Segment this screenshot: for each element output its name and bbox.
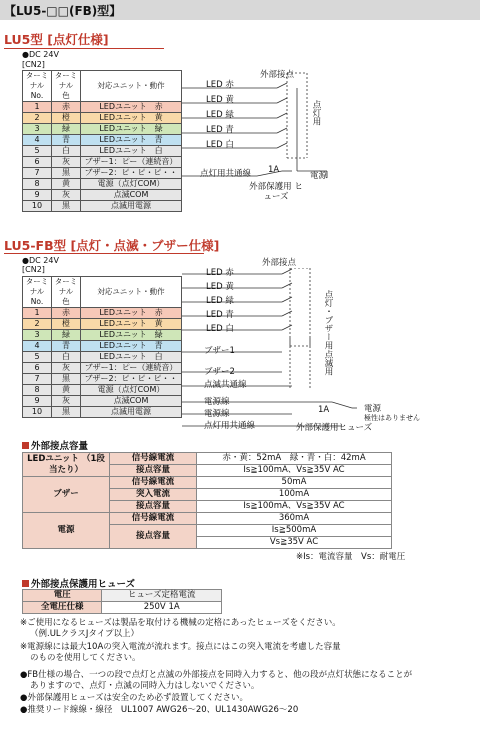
lu5-dc: ●DC 24V — [22, 50, 59, 59]
wire-label: LED 赤 — [206, 268, 234, 278]
terminal-row — [23, 385, 182, 396]
terminal-no: 7 — [23, 374, 52, 385]
terminal-no: 3 — [23, 124, 52, 135]
fuse-h2: ヒューズ定格電流 — [102, 590, 222, 602]
col-unit: 対応ユニット・動作 — [81, 277, 182, 308]
terminal-color: 白 — [52, 352, 81, 363]
fuse-h1: 電圧 — [23, 590, 102, 602]
lu5-power: 電源 — [310, 171, 328, 181]
terminal-color: 赤 — [52, 102, 81, 113]
col-terminal: ターミナル No. — [23, 71, 52, 102]
terminal-no: 9 — [23, 190, 52, 201]
wire-line — [282, 283, 292, 288]
terminal-color: 黄 — [52, 179, 81, 190]
col-terminal: ターミナル No. — [23, 277, 52, 308]
terminal-color: 緑 — [52, 124, 81, 135]
lu5-ext-contact: 外部接点 — [260, 70, 295, 80]
lu5-fuse-label: 外部保護用 ヒューズ — [249, 182, 303, 202]
spec-k0: 信号線電流 — [110, 453, 197, 465]
fb-power-line2: 電源線 — [204, 409, 230, 419]
wire-line — [277, 143, 287, 148]
terminal-color: 青 — [52, 341, 81, 352]
terminal-unit: 電源（点灯COM） — [81, 179, 182, 190]
spec-v2: 50mA — [197, 477, 392, 489]
wire-label: LED 赤 — [206, 80, 234, 90]
spec-k6: 接点容量 — [110, 525, 197, 549]
terminal-row — [23, 407, 182, 418]
wire-line — [282, 269, 292, 274]
wire-line — [277, 83, 287, 88]
fb-dc: ●DC 24V — [22, 256, 59, 265]
terminal-no: 1 — [23, 308, 52, 319]
fb-common: 点灯用共通線 — [204, 421, 256, 431]
terminal-unit: ブザー1：ピー（連続音） — [81, 157, 182, 168]
terminal-no: 9 — [23, 396, 52, 407]
fb-fuse-a: 1A — [318, 405, 330, 415]
terminal-no: 2 — [23, 113, 52, 124]
terminal-color: 橙 — [52, 113, 81, 124]
terminal-unit: LEDユニット 赤 — [81, 308, 182, 319]
note-0: ※ご使用になるヒューズは製品を取付ける機械の定格にあったヒューズをください。 — [20, 618, 341, 628]
fb-cn: [CN2] — [22, 265, 45, 274]
terminal-no: 5 — [23, 146, 52, 157]
page-title: 【LU5-□□(FB)型】 — [4, 4, 122, 18]
wire-label: LED 緑 — [206, 110, 234, 120]
spec-buzzer-label: ブザー — [23, 477, 110, 513]
terminal-row — [23, 168, 182, 179]
fb-light-buzzer: 点灯・ブザー用 — [323, 290, 333, 350]
fb-title: LU5-FB型 [点灯・点滅・ブザー仕様] — [4, 238, 220, 253]
terminal-row — [23, 179, 182, 190]
fb-title-rule — [4, 253, 204, 254]
terminal-color: 灰 — [52, 363, 81, 374]
terminal-color: 灰 — [52, 396, 81, 407]
col-color: ターミナル 色 — [52, 277, 81, 308]
terminal-color: 橙 — [52, 319, 81, 330]
terminal-color: 黒 — [52, 374, 81, 385]
terminal-unit: LEDユニット 白 — [81, 352, 182, 363]
terminal-row — [23, 352, 182, 363]
terminal-no: 4 — [23, 341, 52, 352]
wire-label: LED 黄 — [206, 282, 234, 292]
terminal-unit: LEDユニット 赤 — [81, 102, 182, 113]
wire-label: LED 青 — [206, 310, 234, 320]
spec-note: ※Is：電流容量 Vs：耐電圧 — [296, 552, 406, 562]
terminal-unit: 点滅用電源 — [81, 201, 182, 212]
section-bullet-icon — [22, 442, 29, 449]
spec-v0: 赤・黄：52mA 緑・青・白：42mA — [197, 453, 392, 465]
lu5-title: LU5型 [点灯仕様] — [4, 32, 109, 47]
terminal-row — [23, 330, 182, 341]
terminal-row — [23, 146, 182, 157]
wire-label: LED 白 — [206, 324, 234, 334]
terminal-row — [23, 201, 182, 212]
fb-terminal-table — [22, 276, 182, 418]
terminal-color: 灰 — [52, 190, 81, 201]
wire-line — [282, 297, 292, 302]
terminal-no: 7 — [23, 168, 52, 179]
terminal-row — [23, 374, 182, 385]
col-color: ターミナル 色 — [52, 71, 81, 102]
spec-k3: 突入電流 — [110, 489, 197, 501]
fb-fuse-label: 外部保護用ヒューズ — [296, 423, 373, 433]
note-1: （例.ULクラスJタイプ以上） — [30, 629, 139, 639]
note-2: ※電源線には最大10Aの突入電流が流れます。接点にはこの突入電流を考慮した容量 — [20, 642, 341, 652]
terminal-color: 白 — [52, 146, 81, 157]
fb-buzzer1: ブザー1 — [204, 346, 235, 356]
terminal-row — [23, 308, 182, 319]
terminal-color: 青 — [52, 135, 81, 146]
spec-k2: 信号線電流 — [110, 477, 197, 489]
terminal-unit: 点滅COM — [81, 190, 182, 201]
terminal-no: 8 — [23, 179, 52, 190]
terminal-unit: LEDユニット 緑 — [81, 330, 182, 341]
terminal-row — [23, 124, 182, 135]
col-unit: 対応ユニット・動作 — [81, 71, 182, 102]
terminal-no: 10 — [23, 201, 52, 212]
wire-line — [282, 311, 292, 316]
spec-v1: Is≧100mA、Vs≧35V AC — [197, 465, 392, 477]
terminal-row — [23, 396, 182, 407]
spec-title-text: 外部接点容量 — [31, 441, 89, 452]
terminal-unit: 点滅用電源 — [81, 407, 182, 418]
spec-title — [22, 438, 88, 452]
lu5-title-rule — [4, 48, 164, 49]
fuse-c1: 全電圧仕様 — [23, 602, 102, 614]
terminal-row — [23, 102, 182, 113]
spec-k5: 信号線電流 — [110, 513, 197, 525]
terminal-unit: ブザー1：ピー（連続音） — [81, 363, 182, 374]
spec-v7: Vs≧35V AC — [197, 537, 392, 549]
terminal-no: 6 — [23, 363, 52, 374]
terminal-row — [23, 363, 182, 374]
lu5-terminal-table — [22, 70, 182, 212]
terminal-unit: LEDユニット 黄 — [81, 113, 182, 124]
fuse-title — [22, 576, 135, 590]
terminal-no: 1 — [23, 102, 52, 113]
fb-power-line: 電源線 — [204, 397, 230, 407]
spec-v4: Is≧100mA、Vs≧35V AC — [197, 501, 392, 513]
wire-label: LED 青 — [206, 125, 234, 135]
terminal-unit: 電源（点灯COM） — [81, 385, 182, 396]
note-6: ●外部保護用ヒューズは安全のため必ず設置してください。 — [20, 693, 248, 703]
note-4: ●FB仕様の場合、一つの段で点灯と点滅の外部接点を同時入力すると、他の段が点灯状態になることが — [20, 670, 413, 680]
terminal-no: 3 — [23, 330, 52, 341]
wire-line — [277, 98, 287, 103]
spec-led-label: LEDユニット （1段当たり） — [23, 453, 110, 477]
terminal-unit: ブザー2：ピ・ピ・ピ・・ — [81, 374, 182, 385]
terminal-no: 8 — [23, 385, 52, 396]
spec-v6: Is≧500mA — [197, 525, 392, 537]
fuse-title-text: 外部接点保護用ヒューズ — [31, 579, 136, 590]
fuse-c2: 250V 1A — [102, 602, 222, 614]
terminal-no: 2 — [23, 319, 52, 330]
terminal-unit: LEDユニット 青 — [81, 135, 182, 146]
terminal-unit: LEDユニット 黄 — [81, 319, 182, 330]
section-bullet-icon — [22, 580, 29, 587]
terminal-unit: LEDユニット 緑 — [81, 124, 182, 135]
terminal-color: 黒 — [52, 168, 81, 179]
spec-k4: 接点容量 — [110, 501, 197, 513]
wire-line — [332, 402, 352, 408]
wire-label: LED 緑 — [206, 296, 234, 306]
lu5-lighting-label: 点灯用 — [311, 100, 321, 126]
wire-line — [282, 325, 292, 330]
fb-buzzer2: ブザー2 — [204, 367, 235, 377]
terminal-color: 黒 — [52, 407, 81, 418]
spec-k1: 接点容量 — [110, 465, 197, 477]
lu5-common: 点灯用共通線 — [200, 169, 252, 179]
wire-line — [277, 113, 287, 118]
fb-polarity: 極性はありません — [364, 414, 420, 422]
spec-v3: 100mA — [197, 489, 392, 501]
lu5-fuse-a: 1A — [268, 165, 280, 175]
terminal-unit: LEDユニット 青 — [81, 341, 182, 352]
terminal-row — [23, 135, 182, 146]
note-5: ありますので、点灯・点滅の同時入力はしないでください。 — [30, 681, 260, 691]
spec-power-label: 電源 — [23, 513, 110, 549]
wire-label: LED 黄 — [206, 95, 234, 105]
terminal-row — [23, 190, 182, 201]
terminal-color: 緑 — [52, 330, 81, 341]
terminal-unit: LEDユニット 白 — [81, 146, 182, 157]
terminal-no: 10 — [23, 407, 52, 418]
terminal-no: 6 — [23, 157, 52, 168]
terminal-color: 黄 — [52, 385, 81, 396]
note-3: のものを使用してください。 — [30, 653, 141, 663]
fb-blink: 点滅用 — [323, 350, 333, 376]
terminal-unit: ブザー2：ピ・ピ・ピ・・ — [81, 168, 182, 179]
wire-line — [277, 128, 287, 133]
fb-ext-contact: 外部接点 — [262, 258, 297, 268]
terminal-row — [23, 113, 182, 124]
terminal-no: 5 — [23, 352, 52, 363]
spec-table — [22, 452, 392, 549]
note-7: ●推奨リード線線・線径 UL1007 AWG26〜20、UL1430AWG26〜20 — [20, 705, 299, 715]
terminal-color: 黒 — [52, 201, 81, 212]
fb-blink-common: 点滅共通線 — [204, 380, 247, 390]
terminal-unit: 点滅COM — [81, 396, 182, 407]
fb-power: 電源 — [364, 404, 382, 414]
wire-label: LED 白 — [206, 140, 234, 150]
spec-v5: 360mA — [197, 513, 392, 525]
terminal-row — [23, 157, 182, 168]
terminal-color: 赤 — [52, 308, 81, 319]
terminal-row — [23, 319, 182, 330]
lu5-cn: [CN2] — [22, 60, 45, 69]
fuse-table — [22, 589, 222, 614]
header-bar — [0, 0, 480, 20]
terminal-row — [23, 341, 182, 352]
terminal-color: 灰 — [52, 157, 81, 168]
terminal-no: 4 — [23, 135, 52, 146]
